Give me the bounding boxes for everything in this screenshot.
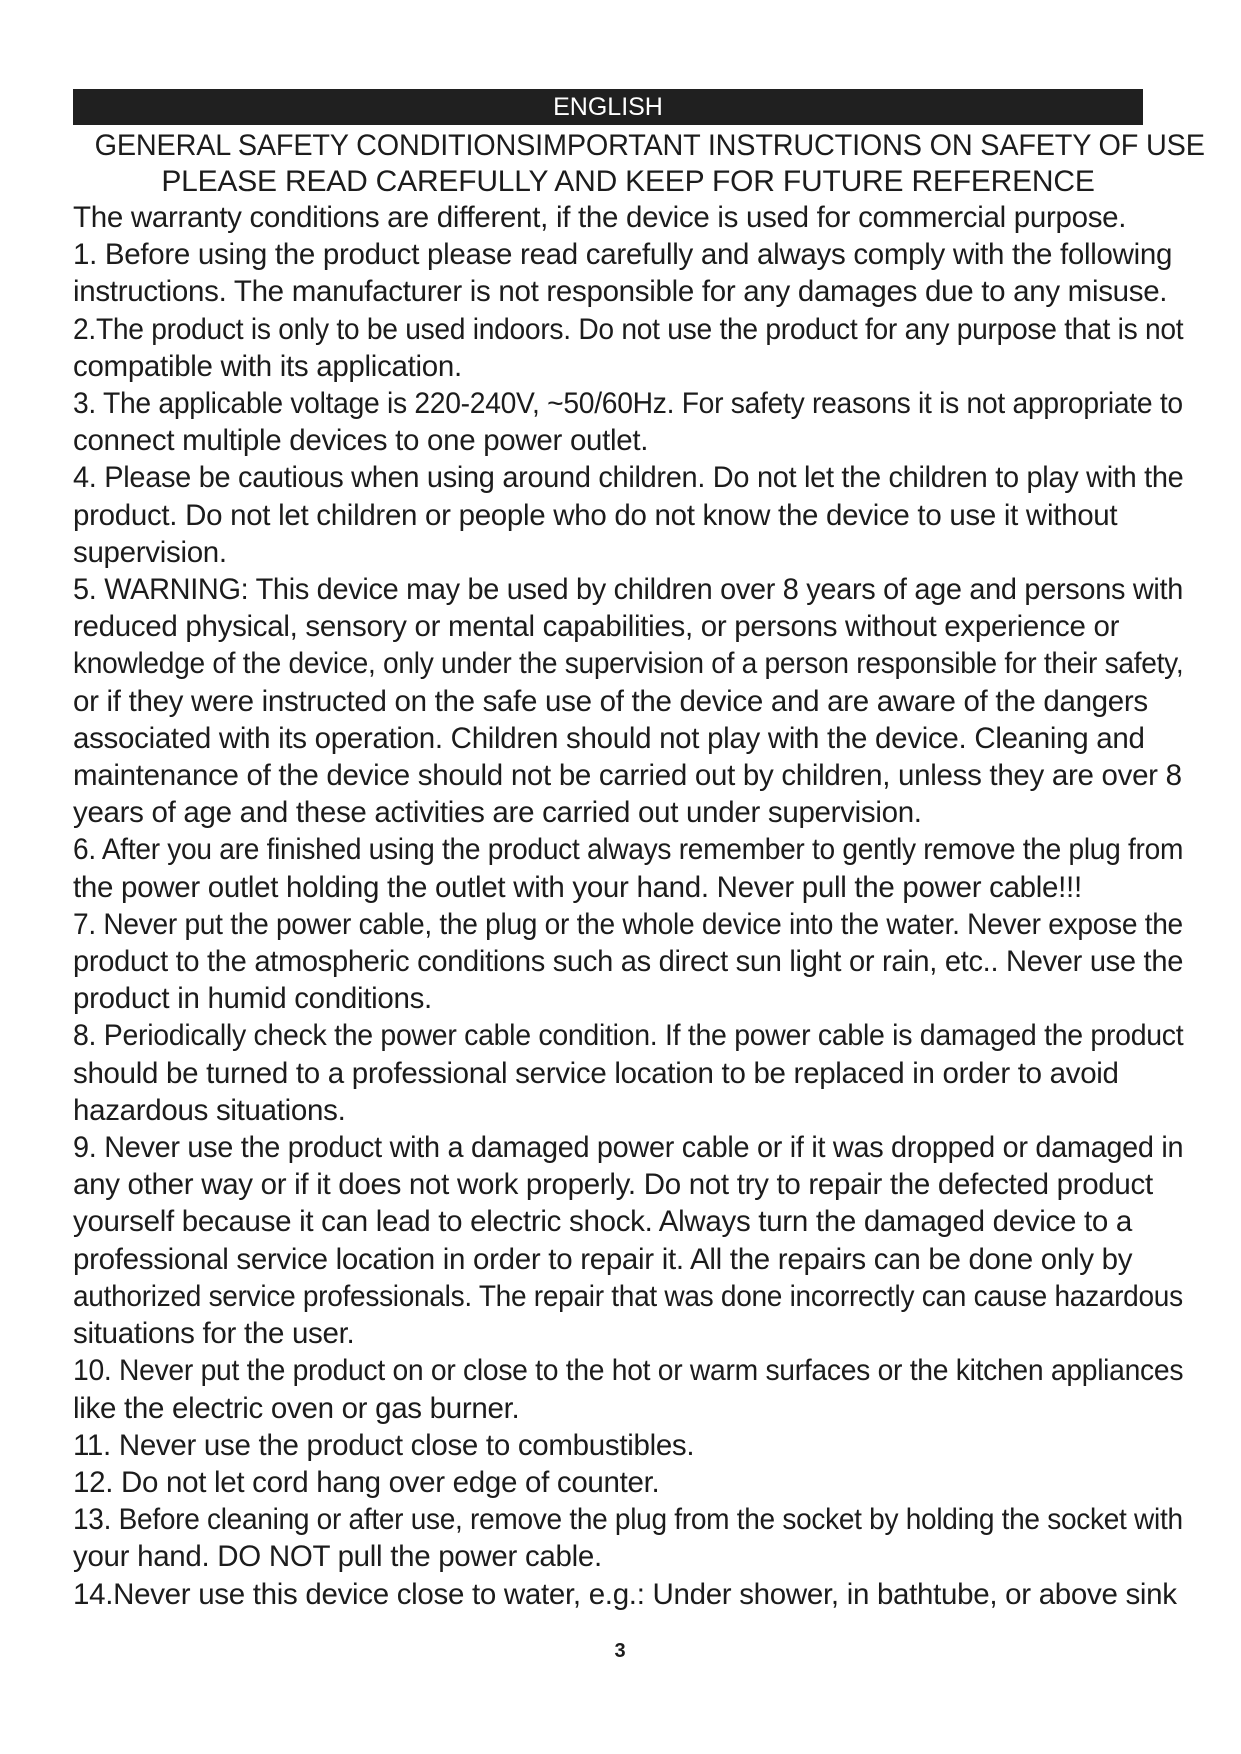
- safety-instruction-item: [73, 831, 1183, 905]
- text-line: any other way or if it does not work properly. Do not try to repair the defected product: [73, 1168, 1153, 1202]
- safety-instruction-item: [73, 1501, 1183, 1575]
- safety-instruction-item: [73, 906, 1183, 1018]
- text-line: associated with its operation. Children should not play with the device. Cleaning and: [73, 721, 1145, 755]
- text-line: maintenance of the device should not be carried out by children, unless they are over 8: [73, 759, 1182, 793]
- safety-instruction-item: [73, 1352, 1183, 1426]
- text-line: connect multiple devices to one power outlet.: [73, 424, 649, 458]
- text-line: 6. After you are finished using the product always remember to gently remove the plug from: [73, 833, 1184, 867]
- text-line: compatible with its application.: [73, 349, 462, 383]
- safety-instruction-item: [73, 311, 1183, 385]
- safety-instruction-item: [73, 459, 1183, 571]
- safety-instruction-item: [73, 1017, 1183, 1129]
- safety-instruction-item: [73, 385, 1183, 459]
- heading-line-1: GENERAL SAFETY CONDITIONSIMPORTANT INSTRUCTIONS ON SAFETY OF USE: [94, 129, 1205, 162]
- text-line: 10. Never put the product on or close to the hot or warm surfaces or the kitchen appliances: [73, 1354, 1184, 1388]
- text-line: 2.The product is only to be used indoors. Do not use the product for any purpose that is not: [73, 312, 1184, 346]
- safety-instruction-item: [73, 1129, 1183, 1352]
- text-line: reduced physical, sensory or mental capabilities, or persons without experience or: [73, 610, 1120, 644]
- text-line: 5. WARNING: This device may be used by children over 8 years of age and persons with: [73, 573, 1184, 607]
- text-line: 4. Please be cautious when using around children. Do not let the children to play with the: [73, 461, 1184, 495]
- text-line: 14.Never use this device close to water, e.g.: Under shower, in bathtube, or above sink: [73, 1577, 1177, 1611]
- safety-instructions-body: [73, 199, 1183, 1613]
- safety-instruction-item: [73, 1464, 1183, 1501]
- text-line: authorized service professionals. The repair that was done incorrectly can cause hazardous: [73, 1279, 1183, 1313]
- text-line: yourself because it can lead to electric shock. Always turn the damaged device to a: [73, 1205, 1133, 1239]
- safety-instruction-item: [73, 1427, 1183, 1464]
- text-line: supervision.: [73, 535, 227, 569]
- safety-instruction-item: [73, 1576, 1183, 1613]
- text-line: 12. Do not let cord hang over edge of counter.: [73, 1465, 660, 1499]
- text-line: the power outlet holding the outlet with your hand. Never pull the power cable!!!: [73, 870, 1082, 904]
- text-line: product. Do not let children or people who do not know the device to use it without: [73, 498, 1118, 532]
- safety-instruction-item: [73, 236, 1183, 310]
- document-heading: [73, 128, 1205, 200]
- text-line: or if they were instructed on the safe use of the device and are aware of the dangers: [73, 684, 1148, 718]
- text-line: 13. Before cleaning or after use, remove the plug from the socket by holding the socket with: [73, 1503, 1183, 1537]
- text-line: 3. The applicable voltage is 220-240V, ~50/60Hz. For safety reasons it is not appropriate to: [73, 387, 1183, 421]
- text-line: product to the atmospheric conditions such as direct sun light or rain, etc.. Never use the: [73, 945, 1184, 979]
- text-line: The warranty conditions are different, if the device is used for commercial purpose.: [73, 201, 1127, 234]
- text-line: product in humid conditions.: [73, 982, 432, 1016]
- text-line: like the electric oven or gas burner.: [73, 1391, 520, 1425]
- text-line: 9. Never use the product with a damaged power cable or if it was dropped or damaged in: [73, 1131, 1184, 1165]
- text-line: hazardous situations.: [73, 1093, 346, 1127]
- text-line: your hand. DO NOT pull the power cable.: [73, 1540, 602, 1574]
- text-line: 1. Before using the product please read carefully and always comply with the following: [73, 238, 1173, 272]
- text-line: should be turned to a professional service location to be replaced in order to avoid: [73, 1056, 1119, 1090]
- text-line: situations for the user.: [73, 1317, 355, 1351]
- heading-line-2: PLEASE READ CAREFULLY AND KEEP FOR FUTURE REFERENCE: [161, 165, 1095, 198]
- language-header-bar: [73, 89, 1143, 125]
- text-line: knowledge of the device, only under the supervision of a person responsible for their safety,: [73, 647, 1184, 681]
- warranty-note: [73, 199, 1183, 236]
- text-line: 8. Periodically check the power cable condition. If the power cable is damaged the product: [73, 1019, 1184, 1053]
- page-number: 3: [614, 1640, 626, 1662]
- safety-instruction-item: [73, 571, 1183, 831]
- text-line: 7. Never put the power cable, the plug or the whole device into the water. Never expose the: [73, 907, 1183, 941]
- text-line: instructions. The manufacturer is not responsible for any damages due to any misuse.: [73, 275, 1168, 309]
- text-line: 11. Never use the product close to combustibles.: [73, 1428, 695, 1462]
- language-label: ENGLISH: [553, 93, 663, 121]
- text-line: professional service location in order to repair it. All the repairs can be done only by: [73, 1242, 1133, 1276]
- text-line: years of age and these activities are carried out under supervision.: [73, 796, 922, 830]
